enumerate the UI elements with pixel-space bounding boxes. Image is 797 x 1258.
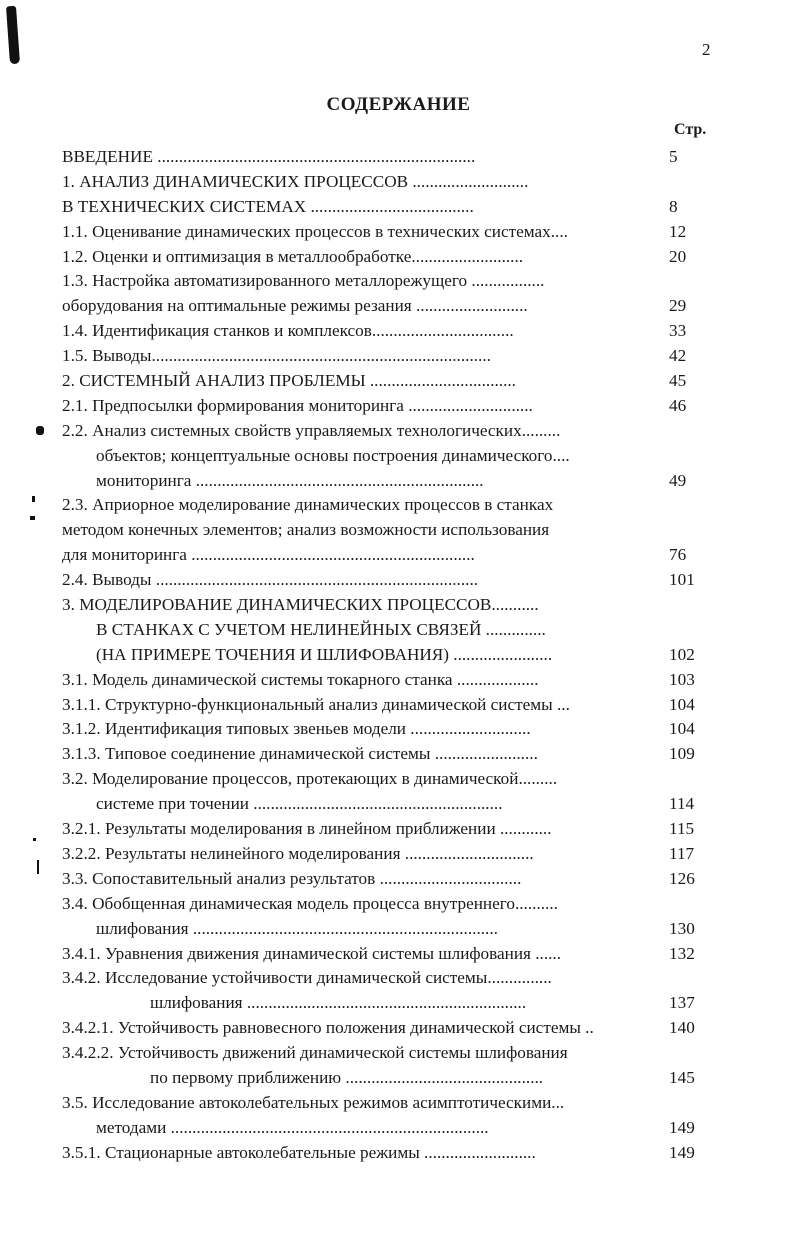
- toc-entry: [62, 618, 712, 643]
- toc-entry-page: 76: [669, 545, 687, 565]
- toc-entry-text: 3.4.2.2. Устойчивость движений динамической системы шлифования: [62, 1043, 568, 1063]
- toc-entry-page: 115: [669, 819, 695, 839]
- toc-entry-text: 3.5.1. Стационарные автоколебательные режимы ..........................: [62, 1142, 536, 1162]
- toc-entry: [62, 1016, 712, 1041]
- toc-entry-page: 49: [669, 470, 687, 490]
- toc-entry-page: 104: [669, 694, 695, 714]
- toc-entry-text: 3.4.2. Исследование устойчивости динамической системы...............: [62, 968, 552, 988]
- page-title: СОДЕРЖАНИЕ: [326, 94, 471, 115]
- toc-entry-text: 3.1. Модель динамической системы токарного станка ...................: [62, 669, 539, 689]
- toc-entry: [62, 1066, 712, 1091]
- toc-entry-page: 109: [669, 744, 695, 764]
- toc-entry-text: оборудования на оптимальные режимы резания ..........................: [62, 296, 528, 316]
- toc-entry: [62, 792, 712, 817]
- toc-entry-page: 126: [669, 868, 695, 888]
- toc-entry-text: 3.2. Моделирование процессов, протекающих в динамической.........: [62, 769, 558, 789]
- toc-entry-text: 1.1. Оценивание динамических процессов в технических системах....: [62, 221, 568, 241]
- toc-entry-page: 130: [669, 918, 695, 938]
- toc-entry-text: 1. АНАЛИЗ ДИНАМИЧЕСКИХ ПРОЦЕССОВ ...........................: [62, 171, 529, 191]
- toc-entry-page: 29: [669, 296, 687, 316]
- toc-entry-page: 145: [669, 1067, 695, 1087]
- toc-entry: [62, 394, 712, 419]
- toc-entry: [62, 145, 712, 170]
- toc-entry-page: 140: [669, 1018, 695, 1038]
- toc-entry: [62, 195, 712, 220]
- scan-speck: [33, 838, 36, 841]
- toc-entry-text: 3.4.1. Уравнения движения динамической системы шлифования ......: [62, 943, 562, 963]
- toc-entry: [62, 717, 712, 742]
- toc-entry-page: 104: [669, 719, 695, 739]
- toc-entry-text: 3.5. Исследование автоколебательных режимов асимптотическими...: [62, 1092, 565, 1112]
- toc-entry-page: 20: [669, 246, 687, 266]
- toc-entry-text: 3.1.3. Типовое соединение динамической системы ........................: [62, 744, 538, 764]
- toc-entry-text: методами ..........................................................................: [96, 1117, 489, 1137]
- toc-entry: [62, 1091, 712, 1116]
- toc-entry: [62, 991, 712, 1016]
- scan-speck: [32, 496, 35, 502]
- toc-entry-page: 12: [669, 221, 687, 241]
- toc-entry-text: 1.4. Идентификация станков и комплексов.................................: [62, 321, 514, 341]
- toc-entry-text: 2.4. Выводы ...........................................................................: [62, 570, 479, 590]
- toc-entry: [62, 319, 712, 344]
- toc-entry: [62, 668, 712, 693]
- toc-entry-text: системе при точении ..........................................................: [96, 794, 503, 814]
- table-of-contents: [62, 145, 712, 1166]
- toc-entry-text: 3.4. Обобщенная динамическая модель процесса внутреннего..........: [62, 893, 558, 913]
- toc-entry-text: 1.2. Оценки и оптимизация в металлообработке..........................: [62, 246, 524, 266]
- toc-entry-text: 3. МОДЕЛИРОВАНИЕ ДИНАМИЧЕСКИХ ПРОЦЕССОВ...........: [62, 595, 539, 615]
- toc-entry-page: 42: [669, 346, 687, 366]
- toc-entry-page: 114: [669, 794, 695, 814]
- toc-entry-text: 2.1. Предпосылки формирования мониторинга .............................: [62, 395, 533, 415]
- toc-entry-page: 132: [669, 943, 695, 963]
- toc-entry: [62, 170, 712, 195]
- toc-entry-page: 103: [669, 669, 695, 689]
- toc-entry: [62, 493, 712, 518]
- scan-speck: [30, 516, 35, 520]
- toc-entry: [62, 419, 712, 444]
- toc-entry: [62, 693, 712, 718]
- toc-entry: [62, 842, 712, 867]
- toc-entry: [62, 543, 712, 568]
- toc-entry: [62, 892, 712, 917]
- toc-entry-page: 137: [669, 993, 695, 1013]
- toc-entry: [62, 966, 712, 991]
- toc-entry-page: 101: [669, 570, 695, 590]
- toc-entry-page: 33: [669, 321, 687, 341]
- toc-entry-text: по первому приближению ..............................................: [150, 1067, 544, 1087]
- toc-entry-text: мониторинга ...................................................................: [96, 470, 484, 490]
- toc-entry-text: ВВЕДЕНИЕ ..........................................................................: [62, 147, 476, 166]
- toc-entry: [62, 817, 712, 842]
- toc-entry: [62, 593, 712, 618]
- page-number: 2: [702, 40, 711, 59]
- toc-entry: [62, 1141, 712, 1166]
- toc-entry-text: методом конечных элементов; анализ возможности использования: [62, 520, 550, 540]
- toc-entry: [62, 917, 712, 942]
- toc-entry-text: 3.4.2.1. Устойчивость равновесного положения динамической системы ..: [62, 1018, 594, 1038]
- toc-entry-text: В ТЕХНИЧЕСКИХ СИСТЕМАХ ......................................: [62, 196, 474, 216]
- toc-entry: [62, 269, 712, 294]
- toc-entry-page: 8: [669, 196, 678, 216]
- toc-entry: [62, 742, 712, 767]
- toc-entry-text: шлифования .................................................................: [150, 993, 527, 1013]
- toc-entry-text: 1.5. Выводы...............................................................................: [62, 346, 491, 366]
- toc-entry: [62, 245, 712, 270]
- toc-entry-text: (НА ПРИМЕРЕ ТОЧЕНИЯ И ШЛИФОВАНИЯ) .......................: [96, 644, 553, 664]
- toc-entry: [62, 867, 712, 892]
- scan-ink-stroke: [6, 6, 20, 65]
- toc-entry-text: 3.2.1. Результаты моделирования в линейном приближении ............: [62, 819, 552, 839]
- toc-entry-text: 1.3. Настройка автоматизированного металлорежущего .................: [62, 271, 545, 291]
- toc-entry-page: 149: [669, 1117, 695, 1137]
- toc-entry-text: шлифования .......................................................................: [96, 918, 498, 938]
- scan-speck: [36, 426, 44, 435]
- toc-entry: [62, 568, 712, 593]
- toc-entry: [62, 1041, 712, 1066]
- toc-entry-text: 3.2.2. Результаты нелинейного моделирования ..............................: [62, 843, 534, 863]
- toc-entry-text: для мониторинга ..................................................................: [62, 545, 475, 565]
- toc-entry-page: 46: [669, 395, 687, 415]
- page-column-header: Стр.: [674, 121, 707, 138]
- toc-entry: [62, 942, 712, 967]
- toc-entry-text: В СТАНКАХ С УЧЕТОМ НЕЛИНЕЙНЫХ СВЯЗЕЙ ..............: [96, 619, 546, 639]
- toc-entry-text: 2. СИСТЕМНЫЙ АНАЛИЗ ПРОБЛЕМЫ ..................................: [62, 371, 516, 391]
- toc-entry-text: 3.1.2. Идентификация типовых звеньев модели ............................: [62, 719, 531, 739]
- toc-entry-text: 3.3. Сопоставительный анализ результатов .................................: [62, 868, 522, 888]
- toc-entry-text: 2.2. Анализ системных свойств управляемых технологических.........: [62, 420, 561, 440]
- toc-entry-text: 2.3. Априорное моделирование динамических процессов в станках: [62, 495, 554, 515]
- toc-entry-page: 117: [669, 843, 695, 863]
- toc-entry: [62, 643, 712, 668]
- toc-entry: [62, 294, 712, 319]
- toc-entry: [62, 220, 712, 245]
- toc-entry-text: 3.1.1. Структурно-функциональный анализ динамической системы ...: [62, 694, 570, 714]
- toc-entry-page: 5: [669, 147, 678, 166]
- toc-entry: [62, 1116, 712, 1141]
- scan-speck: [37, 860, 39, 874]
- toc-entry: [62, 344, 712, 369]
- toc-entry-text: объектов; концептуальные основы построения динамического....: [96, 445, 570, 465]
- toc-entry: [62, 518, 712, 543]
- toc-entry-page: 149: [669, 1142, 695, 1162]
- toc-entry: [62, 369, 712, 394]
- toc-entry: [62, 469, 712, 494]
- toc-entry-page: 45: [669, 371, 687, 391]
- toc-entry: [62, 767, 712, 792]
- toc-entry-page: 102: [669, 644, 695, 664]
- toc-entry: [62, 444, 712, 469]
